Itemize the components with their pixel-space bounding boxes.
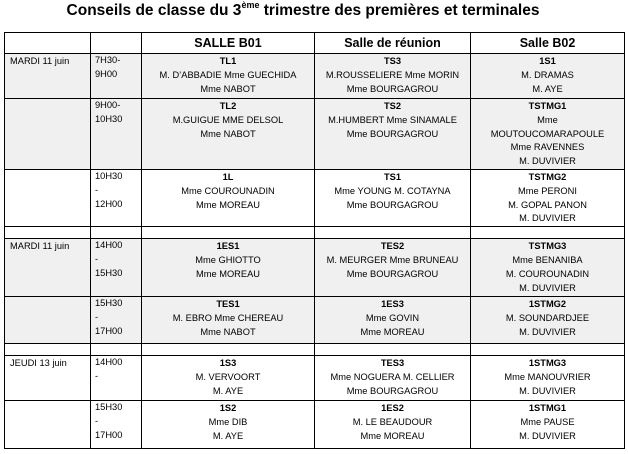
time-line: 15H30 (95, 298, 123, 309)
separator-cell (5, 344, 91, 356)
time-line: 10H30 (95, 113, 123, 124)
separator-cell (5, 227, 91, 239)
separator-cell (315, 344, 471, 356)
day-cell: MARDI 11 juin (5, 239, 91, 297)
teacher-line: Mme MANOUVRIER (504, 371, 591, 382)
teacher-line: M. DUVIVIER (519, 282, 576, 293)
time-line: 9H00 (95, 68, 118, 79)
teacher-line: M.ROUSSELIERE Mme MORIN (325, 69, 460, 80)
time-line: 14H00 (95, 240, 123, 251)
teacher-line: Mme DIB (208, 416, 248, 427)
time-cell (91, 54, 142, 99)
time-line: 10H30 (95, 170, 123, 181)
teacher-line: M. AYE (532, 83, 563, 94)
separator-cell (91, 227, 142, 239)
teacher-line: M. MEURGER Mme BRUNEAU (326, 254, 459, 265)
b02-cell (471, 297, 625, 344)
table-row (5, 99, 625, 170)
class-name: TS3 (383, 56, 402, 66)
teacher-line: M. DUVIVIER (519, 326, 576, 337)
time-line: 17H00 (95, 325, 123, 336)
header-room-b01: SALLE B01 (142, 33, 315, 54)
separator-cell (471, 227, 625, 239)
b02-cell (471, 99, 625, 170)
time-line: 15H30 (95, 267, 123, 278)
b01-cell (142, 239, 315, 297)
time-line: 12H00 (95, 198, 123, 209)
table-row (5, 169, 625, 226)
separator-cell (142, 227, 315, 239)
time-cell (91, 356, 142, 401)
teacher-line: M. DUVIVIER (519, 156, 576, 167)
b02-cell (471, 54, 625, 99)
reunion-cell (315, 239, 471, 297)
teacher-line: MOUTOUCOMARAPOULE (490, 128, 605, 139)
page-title (0, 1, 606, 20)
header-time (91, 33, 142, 54)
class-name: TS1 (383, 171, 402, 182)
teacher-line: M. VERVOORT (195, 371, 261, 382)
teacher-line: Mme MOREAU (195, 199, 261, 210)
teacher-line: M. GOPAL PANON (508, 199, 587, 210)
teacher-line: Mme BOURGAGROU (346, 199, 439, 210)
table-row (5, 401, 625, 449)
teacher-line: Mme MOREAU (360, 430, 425, 441)
class-name: 1STMG1 (528, 403, 567, 414)
teacher-line: Mme RAVENNES (510, 142, 585, 153)
teacher-line: Mme BOURGAGROU (346, 83, 439, 94)
time-line: - (95, 311, 99, 322)
day-cell (5, 401, 91, 449)
b02-cell (471, 239, 625, 297)
class-name: TES3 (380, 358, 405, 369)
header-room-b02: Salle B02 (471, 33, 625, 54)
b02-cell (471, 401, 625, 449)
b02-cell (471, 356, 625, 401)
time-line: - (95, 415, 99, 426)
table-row (5, 297, 625, 344)
table-row (5, 239, 625, 297)
time-line: 7H30- (95, 55, 121, 65)
separator-cell (142, 344, 315, 356)
reunion-cell (315, 356, 471, 401)
class-name: 1ES3 (381, 299, 404, 310)
reunion-cell (315, 297, 471, 344)
teacher-line: M. DUVIVIER (519, 385, 576, 396)
separator-cell (471, 344, 625, 356)
title-superscript: ème (241, 0, 260, 10)
time-line: - (95, 253, 99, 264)
class-name: 1L (222, 171, 234, 182)
day-cell: MARDI 11 juin (5, 54, 91, 99)
teacher-line: M. EBRO Mme CHEREAU (172, 312, 284, 323)
day-cell: JEUDI 13 juin (5, 356, 91, 401)
teacher-line: M. DRAMAS (521, 69, 574, 80)
time-cell (91, 297, 142, 344)
teacher-line: M. D’ABBADIE Mme GUECHIDA (159, 69, 297, 80)
class-name: TL2 (219, 101, 237, 111)
separator-row (5, 227, 625, 239)
separator-cell (91, 344, 142, 356)
teacher-line: M.GUIGUE MME DELSOL (172, 114, 284, 125)
time-cell (91, 401, 142, 449)
teacher-line: Mme NABOT (200, 326, 256, 337)
teacher-line: Mme BOURGAGROU (346, 385, 439, 396)
time-line: - (95, 370, 99, 381)
separator-row (5, 344, 625, 356)
class-name: 1S3 (219, 358, 237, 369)
teacher-line: Mme NABOT (200, 128, 256, 139)
class-name: 1S2 (219, 403, 237, 414)
class-name: TL1 (219, 56, 237, 66)
time-line: 9H00- (95, 100, 121, 110)
schedule-table (4, 32, 625, 449)
teacher-line: Mme PAUSE (520, 416, 575, 427)
day-cell (5, 169, 91, 226)
teacher-line: M.HUMBERT Mme SINAMALE (328, 114, 457, 125)
table-row (5, 356, 625, 401)
teacher-line: Mme BOURGAGROU (346, 128, 439, 139)
reunion-cell (315, 169, 471, 226)
header-row (5, 33, 625, 54)
b01-cell (142, 401, 315, 449)
time-line: - (95, 184, 99, 195)
b01-cell (142, 297, 315, 344)
class-name: 1ES1 (216, 241, 240, 252)
b01-cell (142, 169, 315, 226)
time-line: 14H00 (95, 357, 123, 368)
teacher-line: M. LE BEAUDOUR (352, 416, 433, 427)
teacher-line: M. COUROUNADIN (505, 268, 590, 279)
teacher-line: Mme PERONI (518, 185, 577, 196)
class-name: TSTMG2 (528, 171, 567, 182)
teacher-line: Mme GHIOTTO (195, 254, 261, 265)
b01-cell (142, 99, 315, 170)
b02-cell (471, 169, 625, 226)
time-cell (91, 169, 142, 226)
time-line: 15H30 (95, 402, 123, 413)
class-name: TES1 (216, 299, 240, 310)
teacher-line: M. AYE (212, 430, 244, 441)
teacher-line: Mme COUROUNADIN (181, 185, 275, 196)
teacher-line: Mme BENANIBA (512, 254, 583, 265)
class-name: TES2 (380, 241, 405, 252)
class-name: TS2 (383, 101, 402, 111)
reunion-cell (315, 99, 471, 170)
day-cell (5, 99, 91, 170)
title-suffix: trimestre des premières et terminales (259, 2, 540, 20)
reunion-cell (315, 54, 471, 99)
separator-cell (315, 227, 471, 239)
teacher-line: Mme YOUNG M. COTAYNA (334, 185, 451, 196)
title-prefix: Conseils de classe du 3 (66, 2, 242, 20)
class-name: TSTMG3 (528, 241, 567, 252)
teacher-line: Mme NABOT (200, 83, 256, 94)
header-room-reunion: Salle de réunion (315, 33, 471, 54)
day-cell (5, 297, 91, 344)
time-line: 17H00 (95, 429, 123, 440)
time-cell (91, 99, 142, 170)
teacher-line: M. DUVIVIER (519, 213, 576, 224)
class-name: 1STMG3 (528, 358, 567, 369)
b01-cell (142, 356, 315, 401)
teacher-line: M. DUVIVIER (519, 430, 576, 441)
teacher-line: Mme (537, 114, 558, 125)
teacher-line: Mme GOVIN (365, 312, 420, 323)
class-name: 1S1 (539, 56, 556, 66)
class-name: 1STMG2 (528, 299, 567, 310)
reunion-cell (315, 401, 471, 449)
header-day (5, 33, 91, 54)
teacher-line: Mme MOREAU (195, 268, 261, 279)
time-cell (91, 239, 142, 297)
teacher-line: M. AYE (212, 385, 244, 396)
teacher-line: M. SOUNDARDJEE (505, 312, 590, 323)
teacher-line: Mme BOURGAGROU (346, 268, 439, 279)
b01-cell (142, 54, 315, 99)
table-row (5, 54, 625, 99)
class-name: TSTMG1 (528, 101, 567, 111)
teacher-line: Mme MOREAU (360, 326, 425, 337)
class-name: 1ES2 (381, 403, 404, 414)
teacher-line: Mme NOGUERA M. CELLIER (330, 371, 455, 382)
